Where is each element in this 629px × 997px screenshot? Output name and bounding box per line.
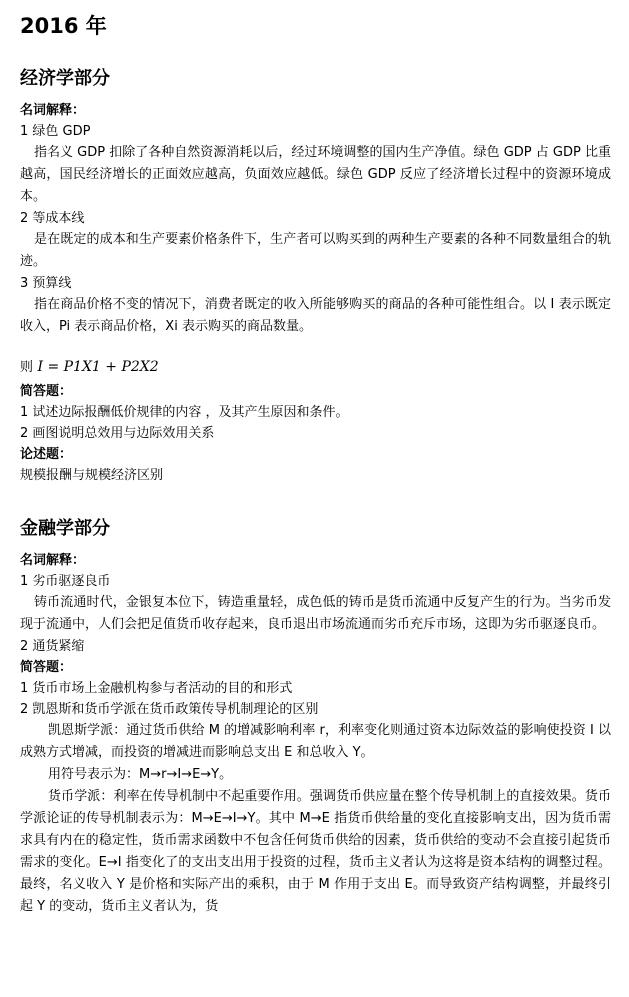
fin-terms-label: 名词解释： xyxy=(20,553,86,568)
econ-essay-label: 论述题： xyxy=(20,447,73,462)
year-title: 2016 年 xyxy=(20,14,107,38)
econ-short-q1: 1 试述边际报酬低价规律的内容 ，及其产生原因和条件。 xyxy=(20,405,349,420)
econ-short-label: 简答题： xyxy=(20,384,73,399)
symbol-line: 用符号表示为：M→r→I→E→Y。 xyxy=(48,767,233,782)
econ-term3-title: 3 预算线 xyxy=(20,276,72,291)
budget-line-formula xyxy=(20,354,611,381)
fin-short-label: 简答题： xyxy=(20,660,73,675)
fin-term2-title: 2 通货紧缩 xyxy=(20,639,85,654)
keynes-paragraph: 凯恩斯学派：通过货币供给 M 的增减影响利率 r，利率变化则通过资本边际效益的影响使投资 I 以成熟方式增减，而投资的增减进而影响总支出 E 和总收入 Y。 xyxy=(20,723,611,760)
fin-short-q1: 1 货币市场上金融机构参与者活动的目的和形式 xyxy=(20,681,293,696)
econ-term1-title: 1 绿色 GDP xyxy=(20,124,91,139)
econ-term2-title: 2 等成本线 xyxy=(20,211,85,226)
econ-term3-body: 指在商品价格不变的情况下，消费者既定的收入所能够购买的商品的各种可能性组合。以 I 表示既定收入，Pi 表示商品价格，Xi 表示购买的商品数量。 xyxy=(20,297,611,334)
finance-heading: 金融学部分 xyxy=(20,518,110,539)
econ-term1-body: 指名义 GDP 扣除了各种自然资源消耗以后，经过环境调整的国内生产净值。绿色 GDP 占 GDP 比重越高，国民经济增长的正面效应越高，负面效应越低。绿色 GDP 反应了经济增长过程中的资源环境成本。 xyxy=(20,145,611,204)
fin-term1-body: 铸币流通时代，金银复本位下，铸造重量轻，成色低的铸币是货币流通中反复产生的行为。当劣币发现于流通中，人们会把足值货币收存起来，良币退出市场流通而劣币充斥市场，这即为劣币驱逐良币。 xyxy=(20,595,611,632)
monetarist-paragraph: 货币学派：利率在传导机制中不起重要作用。强调货币供应量在整个传导机制上的直接效果。货币学派论证的传导机制表示为：M→E→I→Y。其中 M→E 指货币供给量的变化直接影响支出，因为货币需求具有内在的稳定性，货币需求函数中不包含任何货币供给的因素，货币供给的变动不会直接引起货币需求的变化。E→I 指变化了的支出支出用于投资的过程，货币主义者认为这将是资本结构的调整过程。最终，名义收入 Y 是价格和实际产出的乘积，由于 M 作用于支出 E。而导致资产结构调整，并最终引起 Y 的变动，货币主义者认为，货 xyxy=(20,789,611,914)
fin-term1-title: 1 劣币驱逐良币 xyxy=(20,574,111,589)
fin-short-q2: 2 凯恩斯和货币学派在货币政策传导机制理论的区别 xyxy=(20,702,319,717)
formula-text: I = P1X1 + P2X2 xyxy=(37,359,159,375)
econ-essay-q1: 规模报酬与规模经济区别 xyxy=(20,468,164,483)
formula-prefix: 则 xyxy=(20,360,34,375)
econ-short-q2: 2 画图说明总效用与边际效用关系 xyxy=(20,426,215,441)
econ-terms-label: 名词解释： xyxy=(20,103,86,118)
document-page xyxy=(0,12,629,997)
economics-heading: 经济学部分 xyxy=(20,68,110,89)
econ-term2-body: 是在既定的成本和生产要素价格条件下，生产者可以购买到的两种生产要素的各种不同数量组合的轨迹。 xyxy=(20,232,611,269)
